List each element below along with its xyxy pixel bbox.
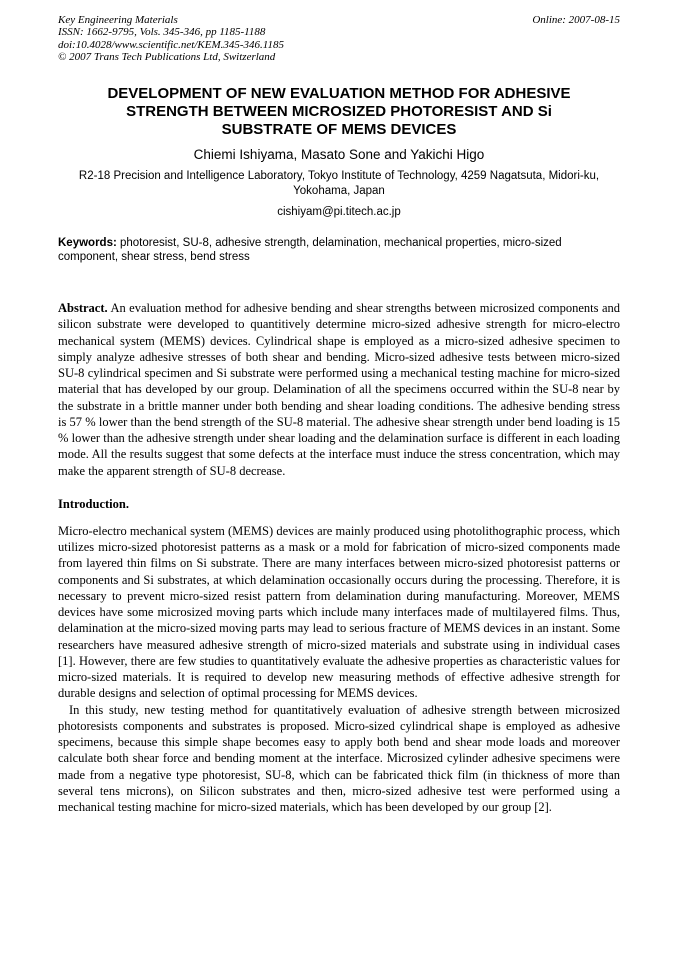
authors-line: Chiemi Ishiyama, Masato Sone and Yakichi Higo (193, 147, 485, 163)
abstract-block (58, 300, 620, 479)
keywords-block (58, 237, 620, 264)
keywords-label: Keywords: (58, 237, 117, 250)
abstract-label: Abstract. (58, 301, 108, 316)
introduction-paragraph-2: In this study, new testing method for quantitatively evaluation of adhesive strength between microsized photoresists components and substrates is proposed. Micro-sized cylindrical shape is employed as adhesive specimens, because this simple shape becomes easy to apply both bend and shear mode loads and moreover calculate both shear force and bending moment at the interface. Microsized cylinder adhesive specimens were made from a negative type photoresist, SU-8, which can be fabricated thick film (in thickness of more than several tens microns), on Silicon substrates and then, micro-sized adhesive test were performed using a mechanical testing machine for micro-sized materials, which has been developed by our group [2]. (58, 702, 620, 815)
keywords-text: photoresist, SU-8, adhesive strength, delamination, mechanical properties, micro-sized component, shear stress, bend stress (58, 237, 562, 263)
journal-header (58, 14, 620, 63)
section-heading-introduction: Introduction. (58, 496, 129, 511)
abstract-text: An evaluation method for adhesive bending and shear strengths between microsized components and silicon substrate were developed to quantitively determine micro-sized adhesive strength for micro-electro mechanical system (MEMS) devices. Cylindrical shape is employed as a micro-sized adhesive specimen to simply analyze adhesive stresses of both shear and bending. Micro-sized adhesive tests between micro-sized SU-8 cylindrical specimen and Si substrate were performed using a mechanical testing machine for micro-sized material that has developed by our group. Delamination of all the specimens occurred within the SU-8 near by the substrate in a brittle manner under both bending and shear loading conditions. The adhesive bending stress is 57 % lower than the bend strength of the SU-8 material. The adhesive shear strength under bend loading is 15 % lower than the adhesive strength under shear loading and the delamination surface is different in each loading mode. All the results suggest that some defects at the interface must induce the stress concentration, which may make the apparent strength of SU-8 decrease. (58, 301, 620, 478)
email-address: cishiyam@pi.titech.ac.jp (277, 206, 401, 219)
paper-title: DEVELOPMENT OF NEW EVALUATION METHOD FOR ADHESIVE STRENGTH BETWEEN MICROSIZED PHOTORESIST AND Si SUBSTRATE OF MEMS DEVICES (107, 85, 571, 138)
journal-name: Key Engineering Materials (58, 14, 178, 26)
affiliation-line: R2-18 Precision and Intelligence Laboratory, Tokyo Institute of Technology, 4259 Nagatsuta, Midori-ku, Yokohama, Japan (78, 170, 600, 197)
online-date: Online: 2007-08-15 (532, 14, 620, 26)
journal-issn: ISSN: 1662-9795, Vols. 345-346, pp 1185-1188 (58, 26, 266, 39)
journal-copyright: © 2007 Trans Tech Publications Ltd, Switzerland (58, 50, 276, 63)
journal-doi: doi:10.4028/www.scientific.net/KEM.345-346.1185 (58, 38, 284, 51)
journal-header-left (58, 14, 284, 63)
introduction-paragraph-1: Micro-electro mechanical system (MEMS) devices are mainly produced using photolithographic process, which utilizes micro-sized photoresist patterns as a mask or a mold for fabrication of micro-sized components made from layered thin films on Si substrate. There are many interfaces between micro-sized photoresist patterns or components and Si substrates, at which delamination occasionally occurs during the processing. Therefore, it is necessary to prevent micro-sized resist pattern from delamination during manufacturing. Moreover, MEMS devices have some microsized moving parts which include many interfaces made of multilayered films. Thus, delamination at the micro-sized moving parts may lead to serious fracture of MEMS devices in an instant. Some researchers have measured adhesive strength of micro-sized materials and substrate using in individual cases [1]. However, there are few studies to quantitatively evaluate the adhesive properties as characteristic values for micro-sized materials. It is required to develop new measuring methods of effective adhesive strength for durable designs and selection of optimal processing for MEMS devices. (58, 523, 620, 701)
